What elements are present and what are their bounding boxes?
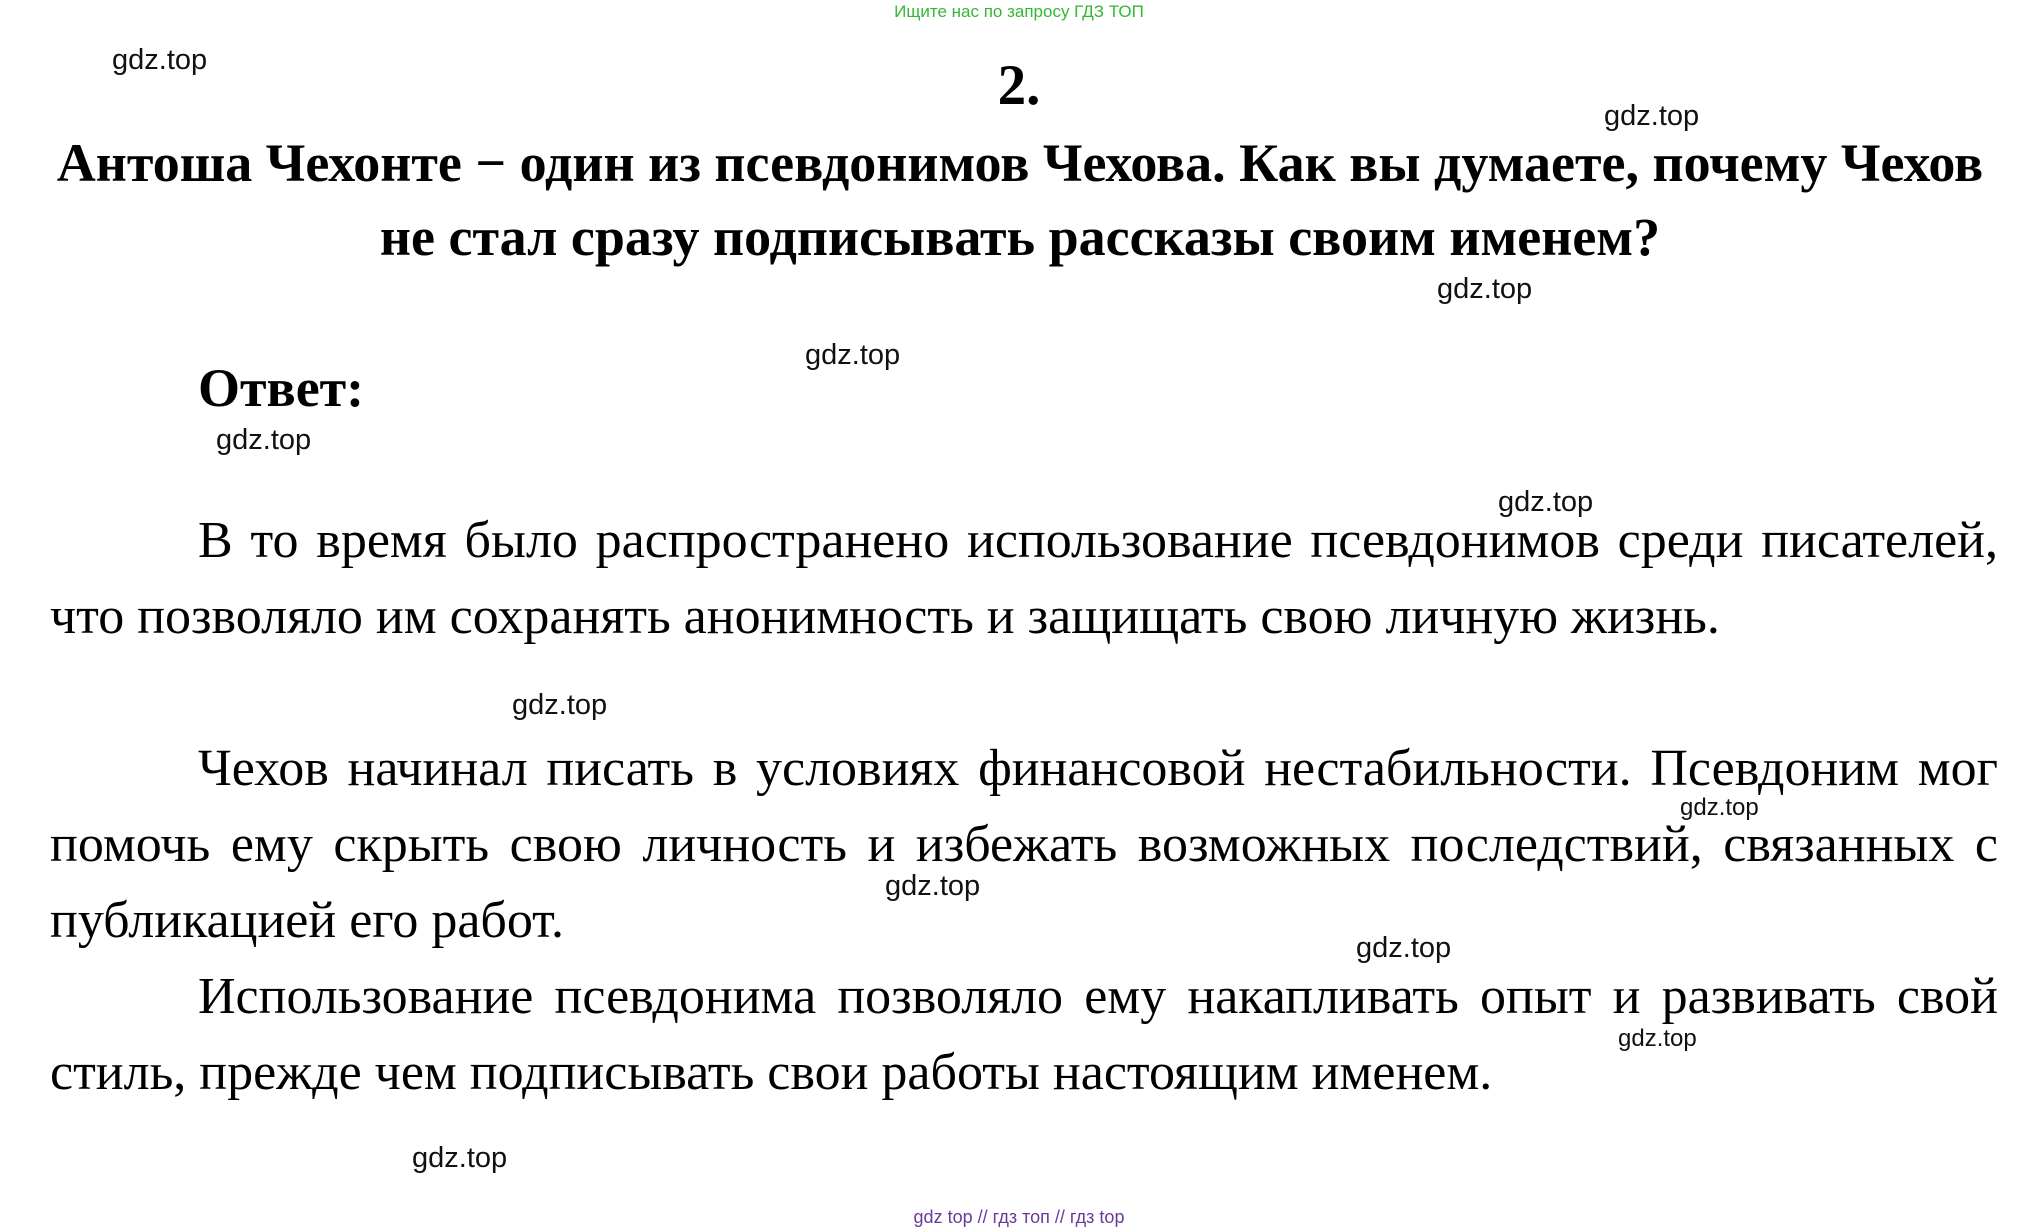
watermark-text: gdz.top [1618, 1025, 1697, 1052]
watermark-text: gdz.top [216, 424, 312, 456]
top-banner-text: Ищите нас по запросу ГДЗ ТОП [894, 2, 1144, 21]
task-question: Антоша Чехонте − один из псевдонимов Чехова. Как вы думаете, почему Чехов не стал сразу подписывать рассказы своим именем? [56, 133, 1984, 267]
watermark-text: gdz.top [112, 44, 208, 76]
answer-label: Ответ: [198, 358, 365, 418]
task-number: 2. [997, 54, 1041, 117]
watermark-text: gdz.top [512, 689, 608, 721]
watermark-text: gdz.top [1437, 273, 1533, 305]
answer-paragraph-3: Использование псевдонима позволяло ему накапливать опыт и развивать свой стиль, прежде чем подписывать свои работы настоящим именем. [50, 968, 1998, 1101]
watermark-text: gdz.top [805, 339, 901, 371]
answer-paragraph-1: В то время было распространено использование псевдонимов среди писателей, что позволяло им сохранять анонимность и защищать свою личную жизнь. [50, 512, 1998, 645]
footer-text: gdz top // гдз топ // гдз top [913, 1207, 1125, 1227]
watermark-text: gdz.top [412, 1142, 508, 1174]
answer-paragraph-2: Чехов начинал писать в условиях финансовой нестабильности. Псевдоним мог помочь ему скрыть свою личность и избежать возможных последствий, связанных с публикацией его работ. [50, 740, 1998, 949]
watermark-text: gdz.top [1680, 794, 1759, 821]
watermark-text: gdz.top [1604, 100, 1700, 132]
watermark-text: gdz.top [1498, 486, 1594, 518]
watermark-text: gdz.top [885, 870, 981, 902]
watermark-text: gdz.top [1356, 932, 1452, 964]
